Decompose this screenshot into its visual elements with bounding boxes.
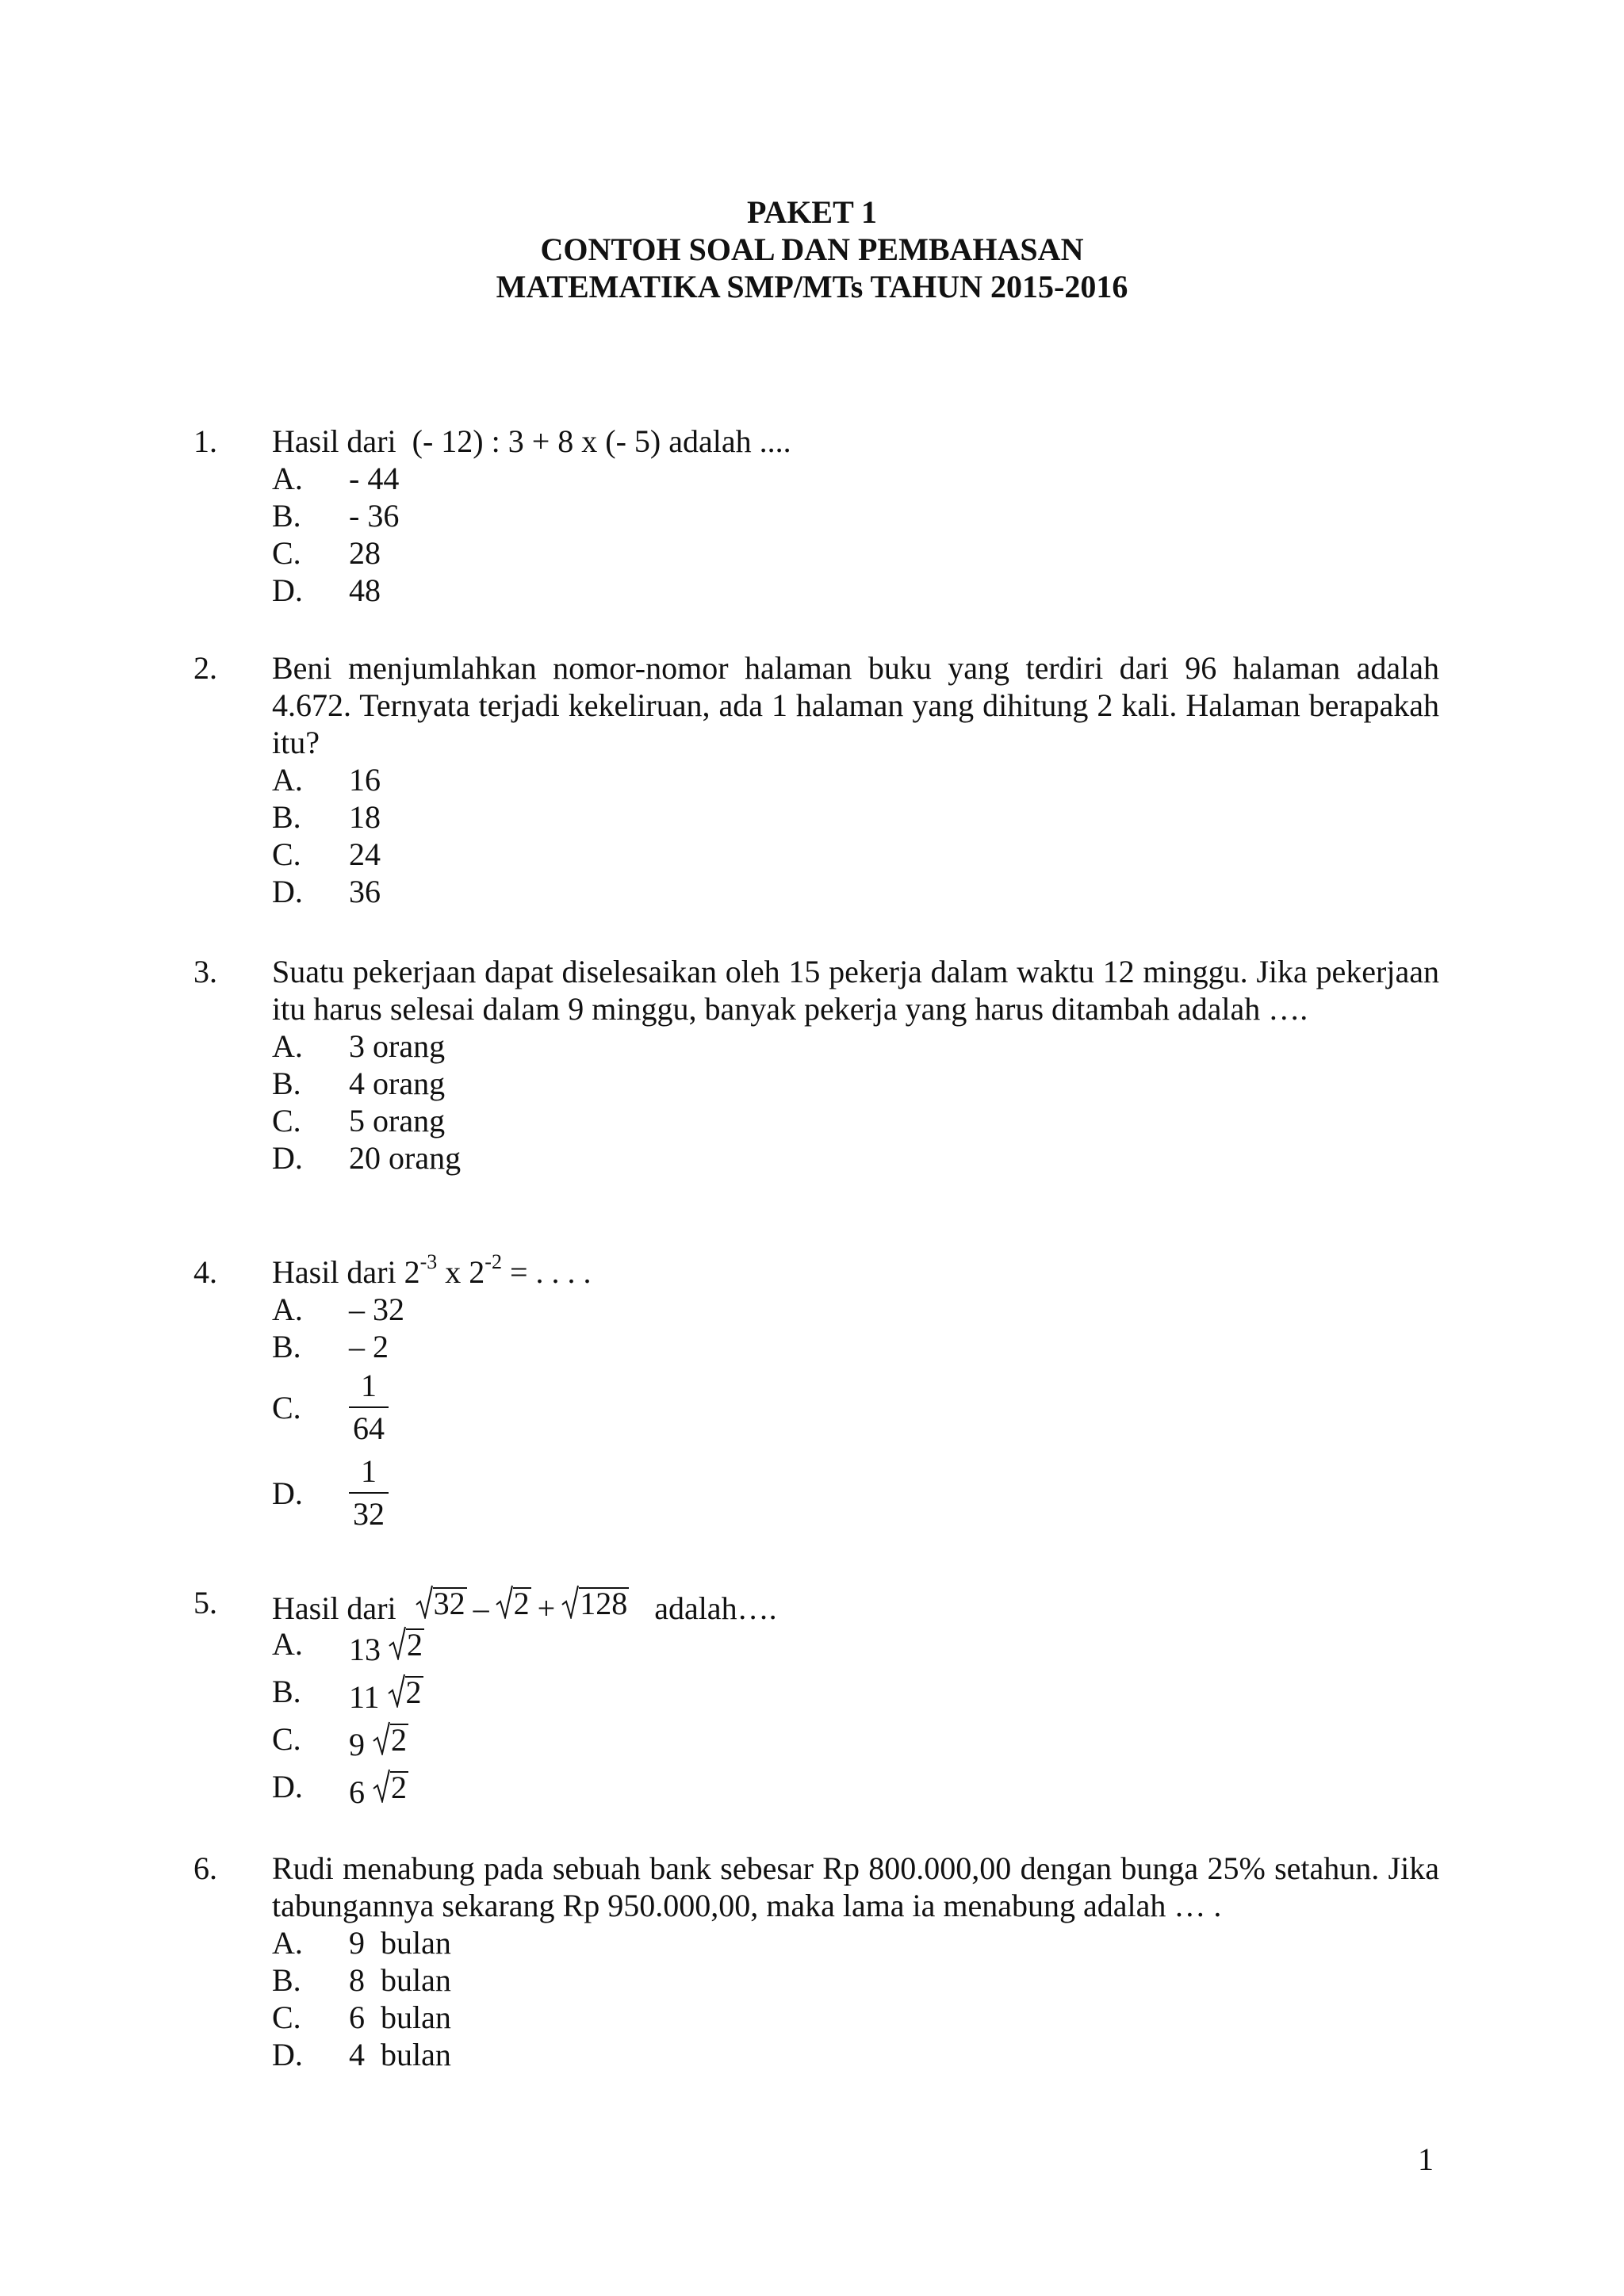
option-b: B. 11 2 — [272, 1674, 422, 1715]
question-text: Hasil dari (- 12) : 3 + 8 x (- 5) adalah .... — [272, 423, 791, 459]
question-text: Hasil dari $2^{-3}$ x $2^{-2}$ = . . . . — [272, 1250, 592, 1290]
numerator: 1 — [349, 1451, 389, 1494]
square-root: 128 — [561, 1584, 629, 1627]
radical-sign-icon — [389, 1625, 406, 1660]
exponent: -3 — [419, 1250, 438, 1273]
question-text: Rudi menabung pada sebuah bank sebesar Rp 800.000,00 dengan bunga 25% setahun. Jika tabungannya sekarang Rp 950.000,00, maka lama ia menabung adalah … . — [272, 1850, 1439, 1923]
question-number: 5. — [193, 1585, 217, 1621]
option-c: C. 6 bulan — [272, 1999, 451, 2035]
title-line-1: PAKET 1 — [746, 194, 878, 230]
question-number: 4. — [193, 1254, 217, 1290]
fraction — [349, 1451, 389, 1535]
question-text: Beni menjumlahkan nomor-nomor halaman buku yang terdiri dari 96 halaman adalah 4.672. Ternyata terjadi kekeliruan, ada 1 halaman yang dihitung 2 kali. Halaman berapakah itu? — [272, 650, 1439, 760]
denominator: 64 — [353, 1410, 385, 1446]
question-number: 2. — [193, 650, 217, 686]
radical-sign-icon — [496, 1584, 513, 1619]
option-b: B. - 36 — [272, 498, 400, 534]
option-a: A. – 32 — [272, 1292, 404, 1327]
option-b: B. 4 orang — [272, 1066, 446, 1101]
option-a: A. - 44 — [272, 461, 400, 496]
question-number: 6. — [193, 1850, 217, 1886]
option-b: B. – 2 — [272, 1329, 389, 1364]
square-root: 2 — [373, 1768, 408, 1811]
option-c: C. 28 — [272, 535, 381, 571]
option-a: A. 16 — [272, 762, 381, 798]
page-number: 1 — [1418, 2141, 1434, 2177]
denominator: 32 — [353, 1496, 385, 1532]
title-line-2: CONTOH SOAL DAN PEMBAHASAN — [540, 232, 1084, 267]
document-title — [0, 193, 1624, 305]
question-number: 1. — [193, 423, 217, 459]
option-d: D. 36 — [272, 874, 381, 909]
radical-sign-icon — [373, 1720, 390, 1755]
radical-sign-icon — [373, 1768, 390, 1803]
option-c: C. 5 orang — [272, 1103, 446, 1138]
numerator: 1 — [349, 1365, 389, 1408]
question-number: 3. — [193, 954, 217, 989]
square-root: 32 — [416, 1584, 467, 1627]
option-d: D. $\frac{1}{32}$ — [272, 1451, 1439, 1536]
square-root: 2 — [373, 1720, 408, 1763]
square-root: 2 — [496, 1584, 531, 1627]
option-c: C. 24 — [272, 836, 381, 872]
option-d: D. 48 — [272, 572, 381, 608]
title-line-3: MATEMATIKA SMP/MTs TAHUN 2015-2016 — [496, 269, 1128, 304]
option-d: D. 6 2 — [272, 1769, 407, 1810]
option-d: D. 20 orang — [272, 1140, 462, 1176]
radical-sign-icon — [416, 1584, 433, 1619]
radical-sign-icon — [561, 1584, 579, 1619]
exponent: -2 — [485, 1250, 502, 1273]
question-text: Suatu pekerjaan dapat diselesaikan oleh 15 pekerja dalam waktu 12 minggu. Jika pekerjaan itu harus selesai dalam 9 minggu, banyak pekerja yang harus ditambah adalah …. — [272, 954, 1439, 1027]
option-a: A. 9 bulan — [272, 1925, 451, 1961]
option-c: C. 9 2 — [272, 1721, 407, 1762]
radical-sign-icon — [388, 1673, 405, 1708]
option-d: D. 4 bulan — [272, 2037, 451, 2072]
square-root: 2 — [389, 1625, 424, 1668]
square-root: 2 — [388, 1673, 423, 1716]
option-a: A. 13 2 — [272, 1626, 423, 1667]
question-text: Hasil dari 32 – 2 + 128 adalah…. — [272, 1586, 777, 1626]
option-b: B. 18 — [272, 799, 381, 835]
option-a: A. 3 orang — [272, 1028, 446, 1064]
fraction — [349, 1365, 389, 1449]
option-c: C. $\frac{1}{64}$ — [272, 1365, 1439, 1451]
option-b: B. 8 bulan — [272, 1962, 451, 1998]
